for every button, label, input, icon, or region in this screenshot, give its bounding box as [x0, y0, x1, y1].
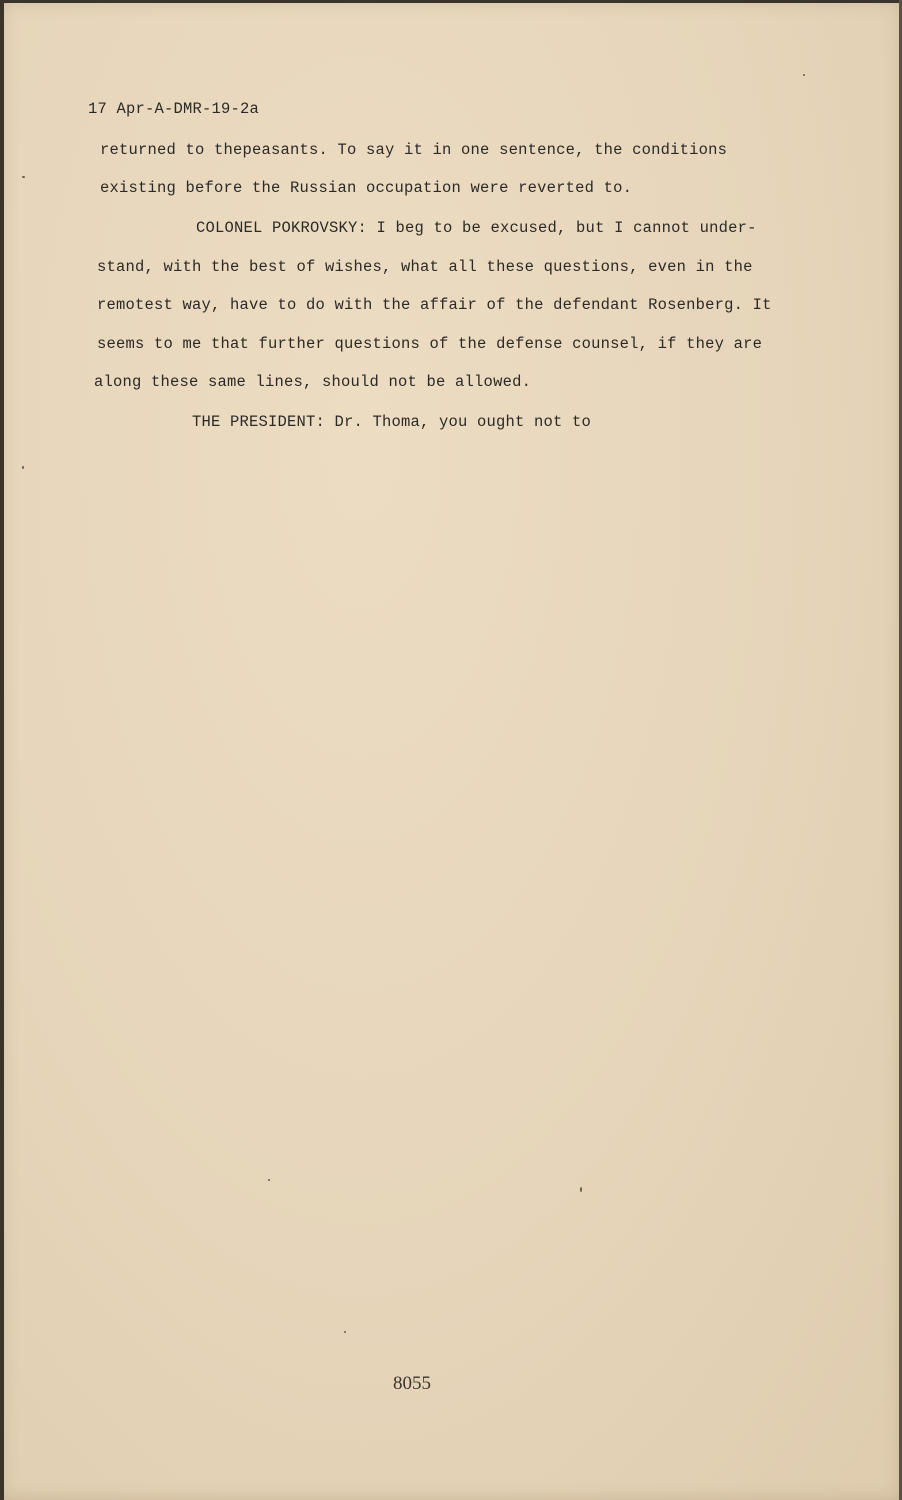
- paper-speck: [344, 1331, 346, 1333]
- text-line: THE PRESIDENT: Dr. Thoma, you ought not to: [192, 413, 592, 431]
- text-line: existing before the Russian occupation were reverted to.: [100, 179, 633, 197]
- paper-speck: [22, 176, 25, 178]
- paper-speck: [268, 1179, 270, 1181]
- text-line: returned to thepeasants. To say it in one sentence, the conditions: [100, 141, 728, 159]
- text-line: stand, with the best of wishes, what all these questions, even in the: [97, 258, 753, 276]
- scan-edge-left: [0, 0, 4, 1500]
- paper-speck: [580, 1187, 582, 1192]
- paper-speck: [803, 74, 805, 76]
- text-line: remotest way, have to do with the affair of the defendant Rosenberg. It: [97, 296, 772, 314]
- text-line: COLONEL POKROVSKY: I beg to be excused, but I cannot under-: [196, 219, 757, 237]
- text-line: seems to me that further questions of the defense counsel, if they are: [97, 335, 763, 353]
- scan-edge-top: [0, 0, 902, 3]
- text-line: along these same lines, should not be allowed.: [94, 373, 532, 391]
- document-reference: 17 Apr-A-DMR-19-2a: [88, 100, 260, 118]
- paper-speck: [22, 466, 24, 469]
- page-number: 8055: [393, 1373, 431, 1394]
